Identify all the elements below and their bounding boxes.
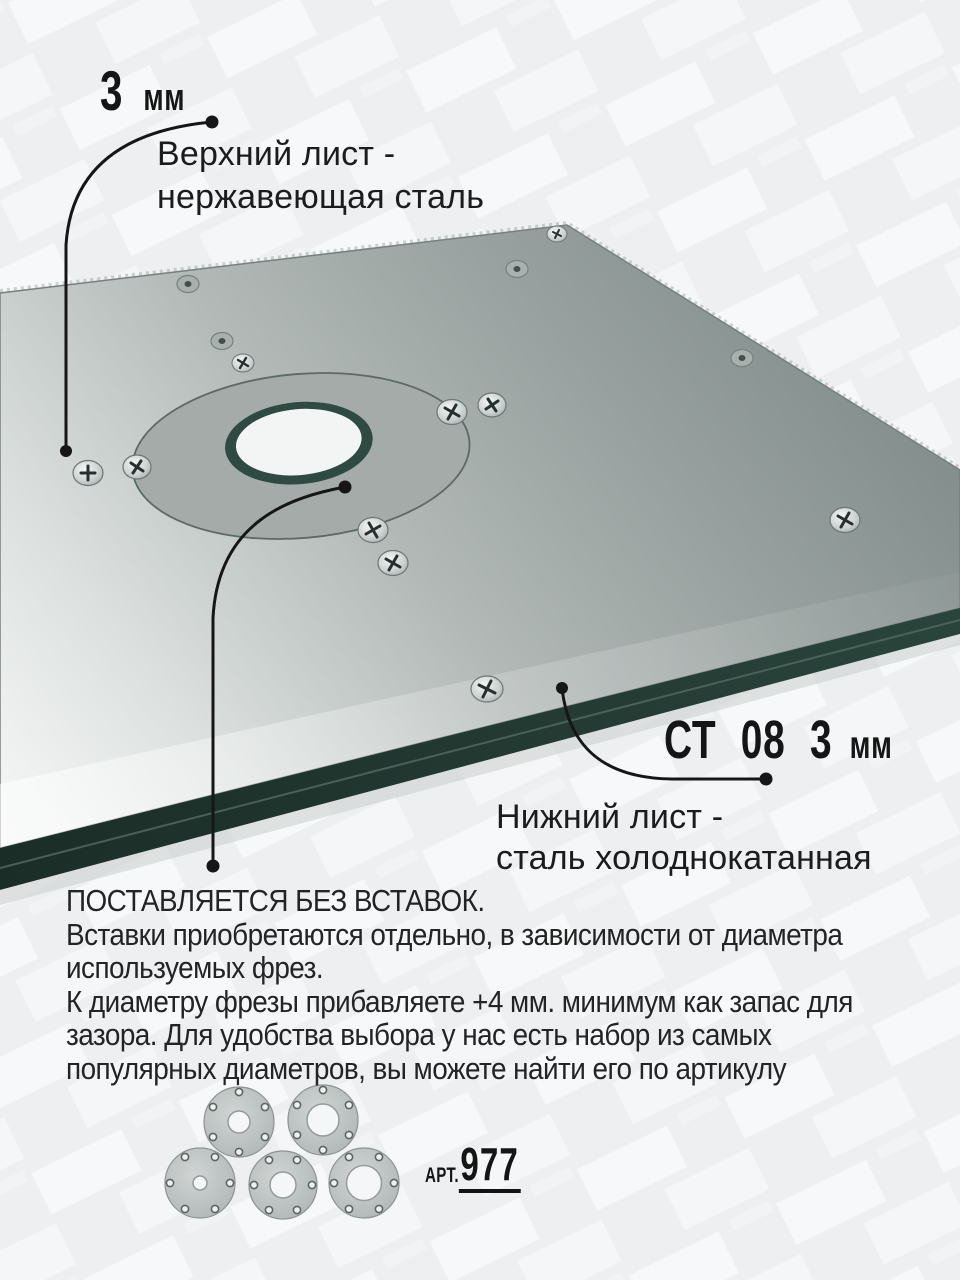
- screw: [437, 400, 467, 425]
- callout-dot: [60, 445, 72, 457]
- supply-note: [66, 884, 853, 1085]
- screw: [378, 551, 408, 576]
- label-top-thickness: [100, 59, 186, 122]
- supply-note-line: К диаметру фрезы прибавляете +4 мм. минимум как запас для: [66, 983, 853, 1019]
- insert-disc: [249, 1151, 317, 1219]
- callout-dot: [207, 860, 220, 873]
- article-value: 977: [459, 1141, 521, 1193]
- article-number: [425, 1138, 521, 1193]
- bottom-spec-value: СТ 08 3: [664, 710, 833, 770]
- insert-disc: [329, 1148, 399, 1218]
- screw: [232, 354, 254, 372]
- label-bottom-spec: [664, 710, 893, 770]
- supply-note-line: используемых фрез.: [66, 950, 324, 985]
- supply-note-line: Вставки приобретаются отдельно, в зависимости от диаметра: [66, 916, 843, 952]
- screw: [547, 226, 567, 242]
- callout-dot: [556, 682, 568, 694]
- screw-hole: [506, 261, 528, 278]
- bottom-sheet-line1: Нижний лист -: [496, 798, 724, 836]
- callout-dot: [760, 773, 773, 786]
- supply-note-line: зазора. Для удобства выбора у нас есть набор из самых: [66, 1017, 772, 1052]
- screw-hole: [211, 333, 233, 350]
- label-bottom-sheet: [496, 797, 872, 879]
- screw: [830, 508, 860, 533]
- screw: [123, 455, 151, 479]
- top-thickness-value: 3: [100, 59, 124, 122]
- screw: [358, 518, 388, 543]
- insert-disc: [204, 1087, 274, 1157]
- insert-disc: [165, 1148, 235, 1218]
- article-prefix: АРТ.: [425, 1164, 459, 1187]
- supply-note-line: ПОСТАВЛЯЕТСЯ БЕЗ ВСТАВОК.: [66, 883, 485, 918]
- screw-hole: [731, 350, 753, 367]
- callout-dot: [339, 481, 352, 494]
- screw: [73, 461, 103, 486]
- bottom-spec-unit: мм: [849, 724, 893, 767]
- top-sheet-line1: Верхний лист -: [157, 135, 396, 173]
- supply-note-line: популярных диаметров, вы можете найти его по артикулу: [66, 1050, 787, 1086]
- screw: [478, 393, 506, 417]
- screw: [471, 676, 503, 702]
- screw-hole: [177, 276, 199, 293]
- top-sheet-line2: нержавеющая сталь: [157, 178, 485, 216]
- top-thickness-unit: мм: [143, 77, 186, 119]
- label-top-sheet: [157, 133, 484, 219]
- callout-dot: [206, 116, 219, 129]
- bottom-sheet-line2: сталь холоднокатанная: [496, 839, 872, 877]
- insert-disc: [288, 1085, 358, 1155]
